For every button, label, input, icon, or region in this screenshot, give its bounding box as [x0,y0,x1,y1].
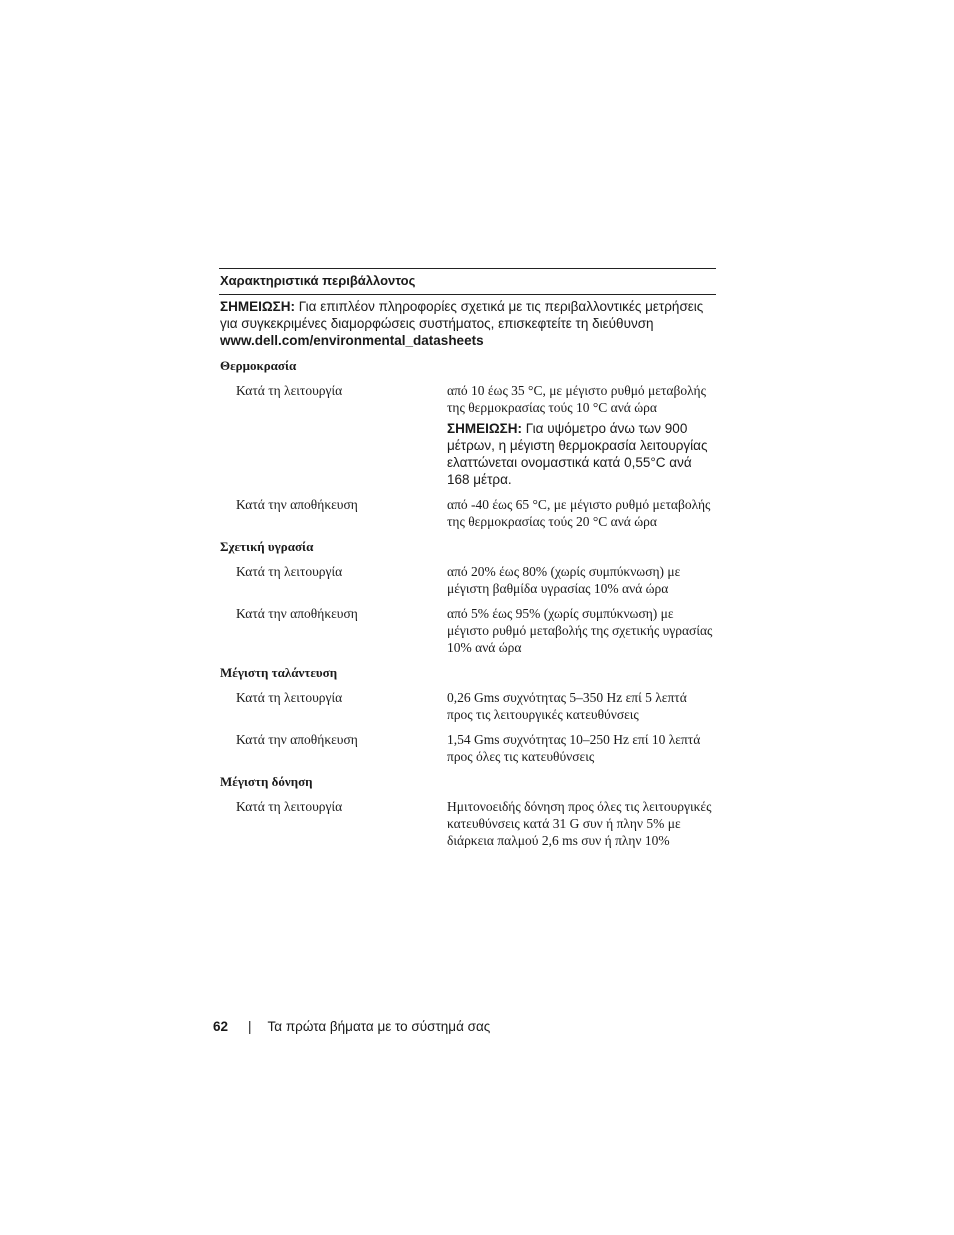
row-value: 1,54 Gms συχνότητας 10–250 Hz επί 10 λεπτά προς όλες τις κατευθύνσεις [447,732,701,764]
row-label: Κατά τη λειτουργία [236,799,343,814]
row-value: από -40 έως 65 °C, με μέγιστο ρυθμό μεταβολής της θερμοκρασίας τούς 20 °C ανά ώρα [447,497,711,529]
row-label: Κατά τη λειτουργία [236,690,343,705]
section-heading-humidity: Σχετική υγρασία [220,539,314,554]
row-value: από 10 έως 35 °C, με μέγιστο ρυθμό μεταβολής της θερμοκρασίας τούς 10 °C ανά ώρα [447,383,706,415]
note-text: Για επιπλέον πληροφορίες σχετικά με τις περιβαλλοντικές μετρήσεις για συγκεκριμένες διαμορφώσεις συστήματος, επισκεφτείτε τη διεύθυνση [220,299,704,331]
row-label: Κατά την αποθήκευση [236,732,358,747]
table-row [219,798,716,849]
row-value: Ημιτονοειδής δόνηση προς όλες τις λειτουργικές κατευθύνσεις κατά 31 G συν ή πλην 5% με διάρκεια παλμού 2,6 ms συν ή πλην 10% [447,799,712,848]
table-row [219,605,716,656]
table-row [219,382,716,488]
table-row [219,496,716,530]
section-heading-vibration: Μέγιστη ταλάντευση [220,665,338,680]
row-label: Κατά τη λειτουργία [236,564,343,579]
datasheets-url: www.dell.com/environmental_datasheets [220,333,484,348]
note-label: ΣΗΜΕΙΩΣΗ: [220,299,296,314]
chapter-title: Τα πρώτα βήματα με το σύστημά σας [267,1019,491,1034]
environmental-specs-table [219,268,716,849]
row-value: από 20% έως 80% (χωρίς συμπύκνωση) με μέγιστη βαθμίδα υγρασίας 10% ανά ώρα [447,564,681,596]
table-row [219,689,716,723]
table-title: Χαρακτηριστικά περιβάλλοντος [220,273,416,288]
footer-separator: | [248,1019,252,1034]
row-value-cell [447,382,715,488]
table-row [219,731,716,765]
row-value: 0,26 Gms συχνότητας 5–350 Hz επί 5 λεπτά προς τις λειτουργικές κατευθύνσεις [447,690,687,722]
table-row [219,563,716,597]
page-number: 62 [213,1019,229,1034]
row-label: Κατά την αποθήκευση [236,606,358,621]
section-heading-shock: Μέγιστη δόνηση [220,774,313,789]
row-label: Κατά τη λειτουργία [236,383,343,398]
section-heading-temperature: Θερμοκρασία [220,358,297,373]
row-label: Κατά την αποθήκευση [236,497,358,512]
row-value: από 5% έως 95% (χωρίς συμπύκνωση) με μέγιστο ρυθμό μεταβολής της σχετικής υγρασίας 10% ανά ώρα [447,606,713,655]
general-note [219,295,716,349]
page-footer [213,1018,490,1035]
note-text: Για υψόμετρο άνω των 900 μέτρων, η μέγιστη θερμοκρασία λειτουργίας ελαττώνεται ονομαστικά κατά 0,55°C ανά 168 μέτρα. [447,421,708,487]
altitude-note [447,420,715,488]
note-label: ΣΗΜΕΙΩΣΗ: [447,421,523,436]
